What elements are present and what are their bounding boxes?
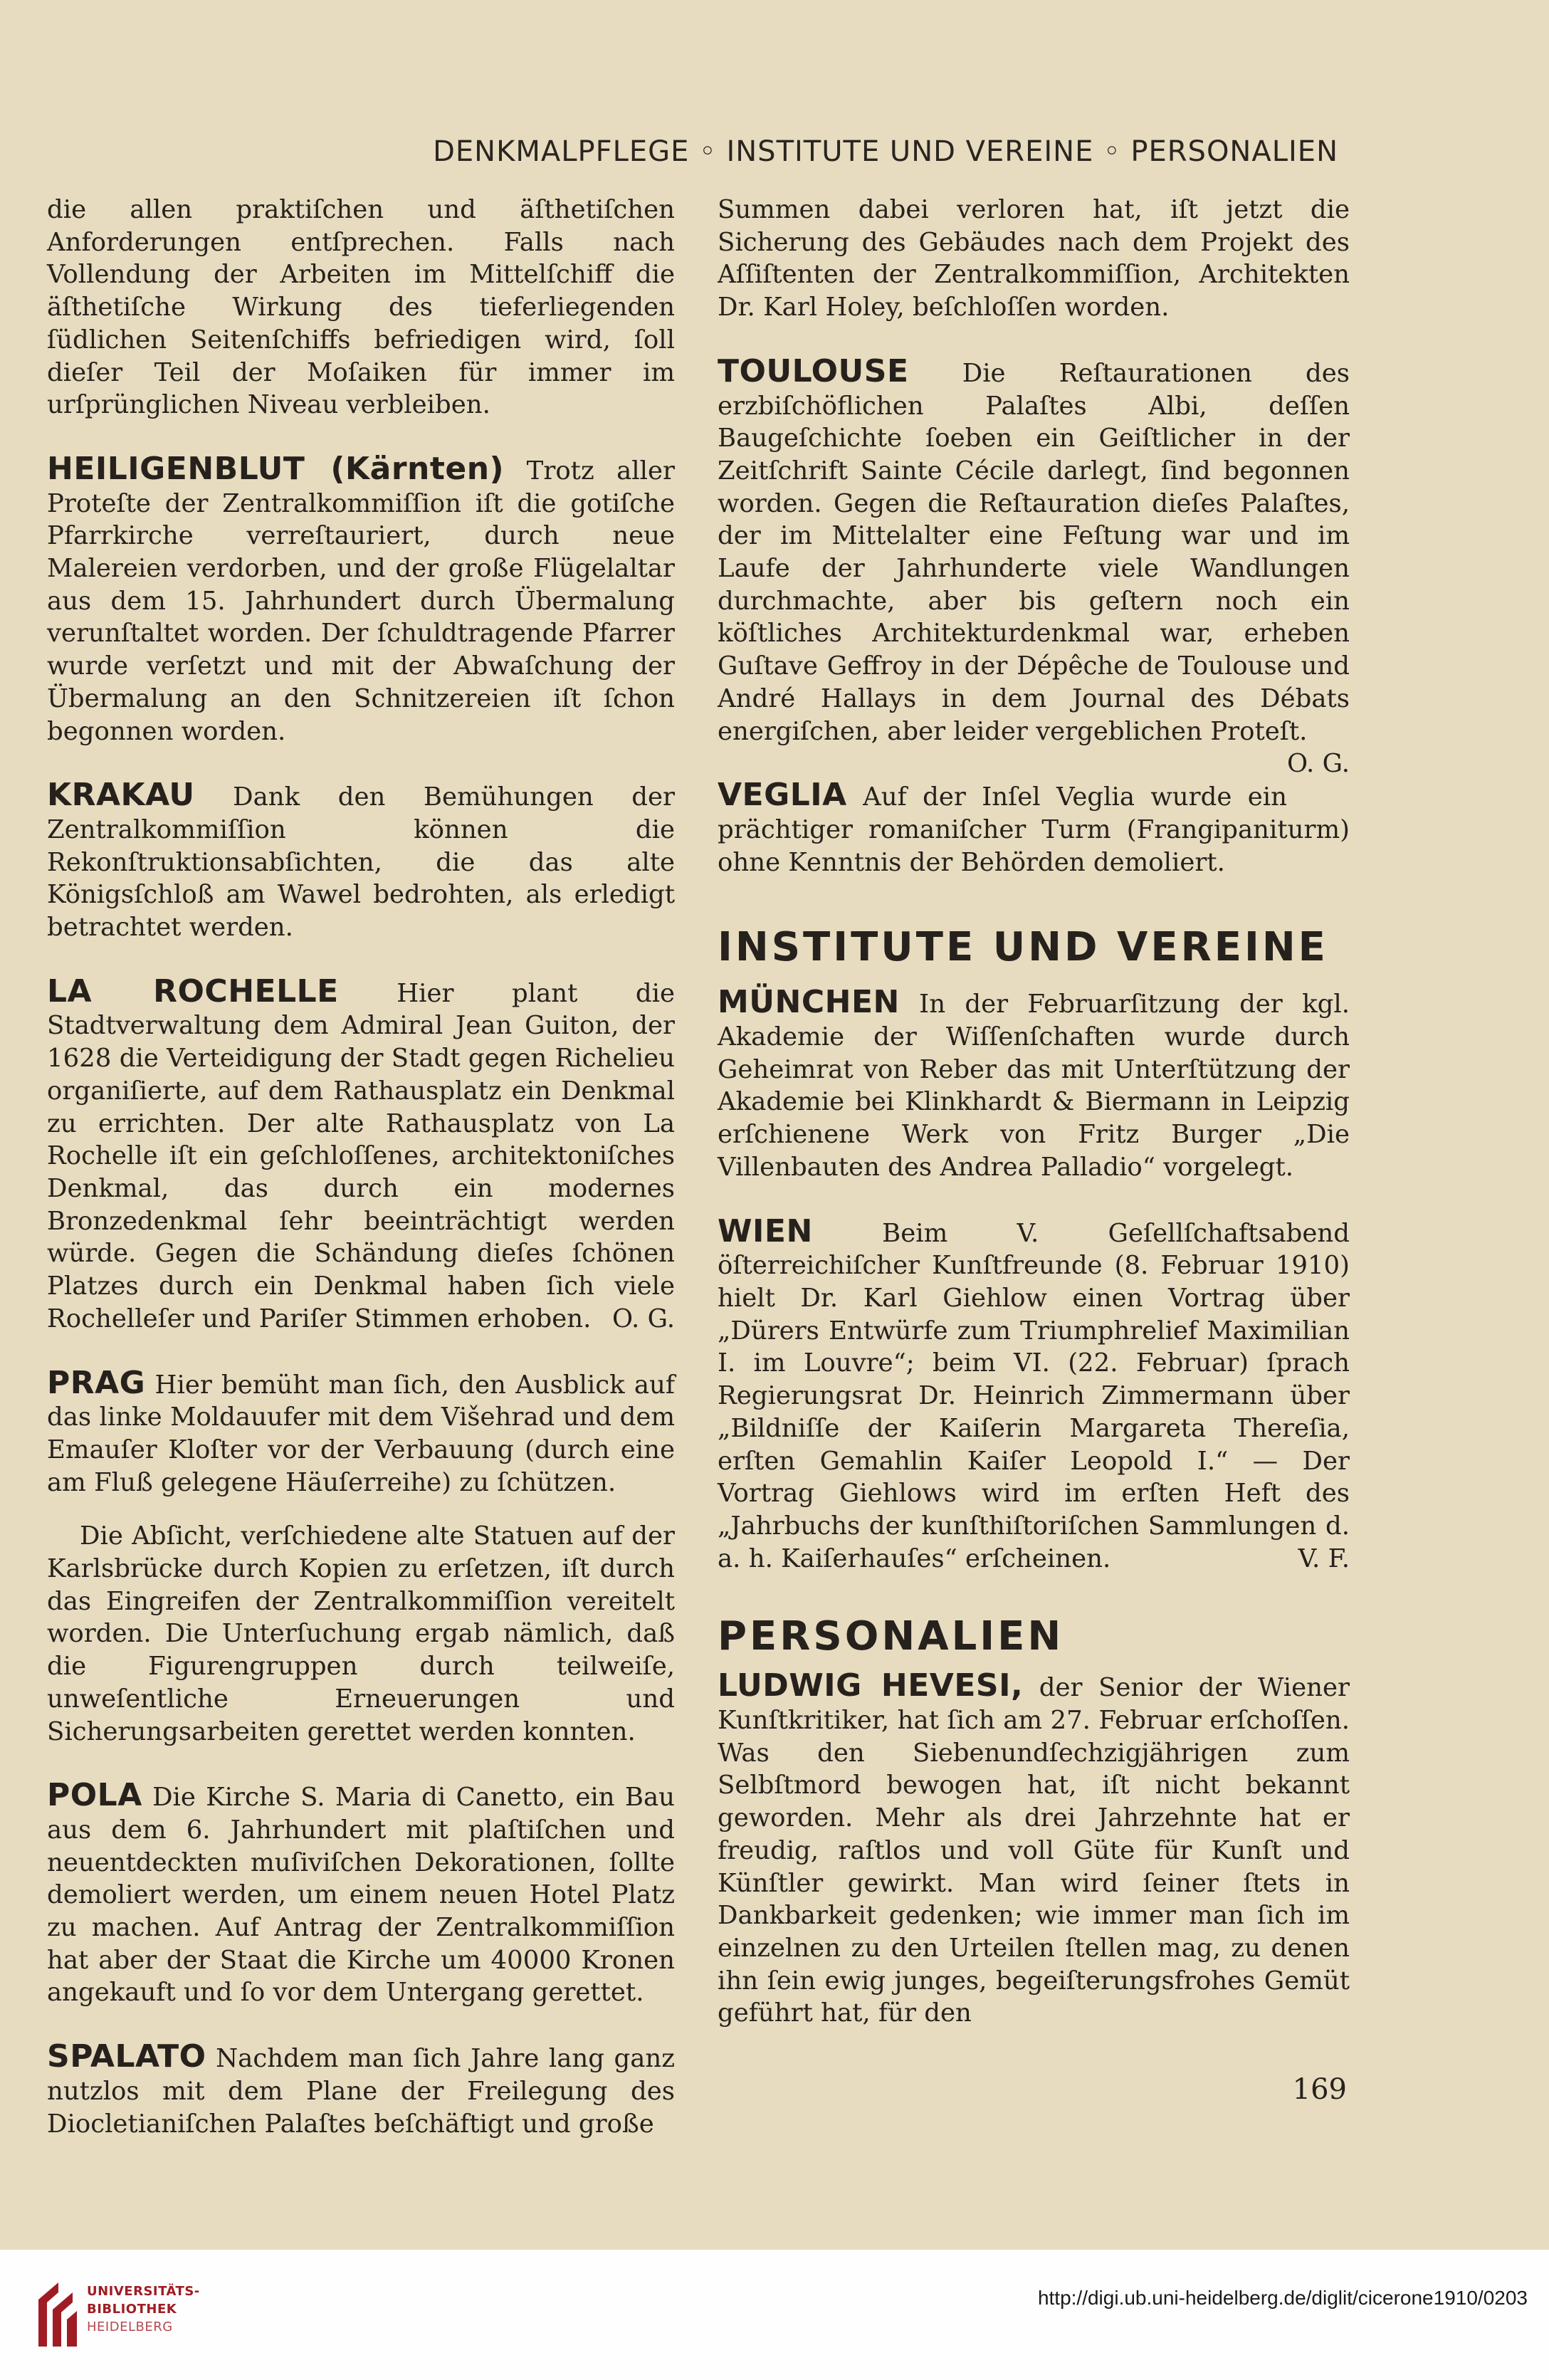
entry-keyword: KRAKAU — [47, 777, 195, 814]
entry-text: Nachdem man ſich Jahre lang ganz nutzlos mit dem Plane der Freilegung des Diocletianiſchen Palaſtes beſchäftigt und große — [47, 2044, 675, 2139]
section-title-institute: INSTITUTE UND VEREINE — [718, 924, 1328, 971]
entry-pola — [47, 1779, 675, 2009]
entry-text: Dank den Bemühungen der Zentralkommiſſion können die Rekonſtruktionsabſichten, die das alte Königsſchloß am Wawel bedrohten, als erledigt betrachtet werden. — [47, 782, 675, 943]
entry-hevesi — [718, 1669, 1350, 2030]
entry-wien — [718, 1212, 1350, 1576]
page-number: 169 — [1292, 2073, 1347, 2106]
entry-keyword: WIEN — [718, 1212, 813, 1249]
library-name-line: HEIDELBERG — [87, 2319, 173, 2334]
entry-spalato — [47, 2040, 675, 2140]
right-column — [718, 194, 1350, 2030]
paragraph-prag-2: Die Abſicht, verſchiedene alte Statuen auf der Karlsbrücke durch Kopien zu erſetzen, iſt durch das Eingreifen der Zentralkommiſſion vereitelt worden. Die Unterſuchung ergab nämlich, daß die Figurengruppen durch teilweiſe, unweſentliche Erneuerungen und Sicherungsarbeiten gerettet werden konnten. — [47, 1521, 675, 1746]
running-head: DENKMALPFLEGE ◦ INSTITUTE UND VEREINE ◦ PERSONALIEN — [433, 135, 1338, 168]
entry-keyword: MÜNCHEN — [718, 984, 900, 1021]
library-name-line: BIBLIOTHEK — [87, 2302, 177, 2317]
entry-text: Die Kirche S. Maria di Canetto, ein Bau aus dem 6. Jahrhundert mit plaſtiſchen und neuentdeckten muſiviſchen Dekorationen, ſollte demoliert werden, um einem neuen Hotel Platz zu machen. Auf Antrag der Zentralkommiſſion hat aber der Staat die Kirche um 40000 Kronen angekauft und ſo vor dem Untergang gerettet. — [47, 1783, 675, 2008]
entry-keyword: VEGLIA — [718, 777, 847, 814]
entry-prag — [47, 1364, 675, 1499]
entry-keyword: SPALATO — [47, 2038, 206, 2075]
footer-bar — [0, 2250, 1549, 2380]
entry-text: Beim V. Geſellſchaftsabend öſterreichiſcher Kunſtfreunde (8. Februar 1910) hielt Dr. Karl Giehlow einen Vortrag über „Dürers Entwürfe zum Triumphrelief Maximilian I. im Louvre“; beim VI. (22. Februar) ſprach Regierungsrat Dr. Heinrich Zimmermann über „Bildniſſe der Kaiſerin Margareta Thereſia, erſten Gemahlin Kaiſer Leopold I.“ — Der Vortrag Giehlows wird im erſten Heft des „Jahrbuchs der kunſthiſtoriſchen Sammlungen d. a. h. Kaiſerhauſes“ erſcheinen. — [718, 1218, 1350, 1573]
signature: O. G. — [612, 1304, 675, 1333]
entry-keyword: LUDWIG HEVESI, — [718, 1667, 1024, 1704]
paragraph-intro-left: die allen praktiſchen und äſthetiſchen Anforderungen entſprechen. Falls nach Vollendung der Arbeiten im Mittelſchiff die äſthetiſche Wirkung des tieferliegenden ſüdlichen Seitenſchiffs befriedigen wird, ſoll dieſer Teil der Moſaiken für immer im urſprünglichen Niveau verbleiben. — [47, 195, 675, 420]
left-column — [47, 194, 675, 2140]
library-name-line: UNIVERSITÄTS- — [87, 2284, 200, 2299]
source-url-link[interactable]: http://digi.ub.uni-heidelberg.de/diglit/cicerone1910/0203 — [1037, 2287, 1528, 2309]
entry-toulouse — [718, 352, 1350, 779]
entry-text: Hier bemüht man ſich, den Ausblick auf das linke Moldauufer mit dem Višehrad und dem Emauſer Kloſter vor der Verbauung (durch eine am Fluß gelegene Häuſerreihe) zu ſchützen. — [47, 1370, 675, 1497]
entry-text: der Senior der Wiener Kunſtkritiker, hat ſich am 27. Februar erſchoſſen. Was den Siebenundſechzigjährigen zum Selbſtmord bewogen hat, iſt nicht bekannt geworden. Mehr als drei Jahrzehnte hat er freudig, raſtlos und voll Güte für Kunſt und Künſtler gewirkt. Man wird ſeiner ſtets in Dankbarkeit gedenken; wie immer man ſich im einzelnen zu den Urteilen ſtellen mag, zu denen ihn ſein ewig junges, begeiſterungsfrohes Gemüt geführt hat, für den — [718, 1673, 1350, 2028]
entry-text: Auf der Inſel Veglia wurde ein prächtiger romaniſcher Turm (Frangipaniturm) ohne Kenntnis der Behörden demoliert. — [718, 782, 1350, 877]
library-logo-icon — [33, 2278, 81, 2352]
signature: O. G. — [1287, 749, 1350, 779]
section-title-personalien: PERSONALIEN — [718, 1613, 1064, 1660]
signature: V. F. — [1298, 1543, 1350, 1573]
entry-muenchen — [718, 986, 1350, 1183]
entry-keyword: TOULOUSE — [718, 352, 909, 389]
entry-text: Die Reſtaurationen des erzbiſchöflichen Palaſtes Albi, deſſen Baugeſchichte ſoeben ein Geiſtlicher in der Zeitſchrift Sainte Cécile darlegt, ſind begonnen worden. Gegen die Reſtauration dieſes Palaſtes, der im Mittelalter eine Feſtung war und im Laufe der Jahrhunderte viele Wandlungen durchmachte, aber bis geſtern noch ein köſtliches Architekturdenkmal war, erheben Guſtave Geffroy in der Dépêche de Toulouse und André Hallays in dem Journal des Débats energiſchen, aber leider vergeblichen Proteſt. — [718, 358, 1350, 746]
entry-veglia — [718, 779, 1350, 879]
entry-keyword: PRAG — [47, 1364, 146, 1401]
entry-text: Hier plant die Stadtverwaltung dem Admiral Jean Guiton, der 1628 die Verteidigung der Stadt gegen Richelieu organiſierte, auf dem Rathausplatz ein Denkmal zu errichten. Der alte Rathausplatz von La Rochelle iſt ein geſchloſſenes, architektoniſches Denkmal, das durch ein modernes Bronzedenkmal ſehr beeinträchtigt werden würde. Gegen die Schändung dieſes ſchönen Platzes durch ein Denkmal haben ſich viele Rochelleſer und Pariſer Stimmen erhoben. — [47, 978, 675, 1333]
entry-text: In der Februarſitzung der kgl. Akademie der Wiſſenſchaften wurde durch Geheimrat von Reber das mit Unterſtützung der Akademie bei Klinkhardt & Biermann in Leipzig erſchienene Werk von Fritz Burger „Die Villenbauten des Andrea Palladio“ vorgelegt. — [718, 990, 1350, 1182]
entry-la-rochelle — [47, 975, 675, 1336]
entry-keyword: POLA — [47, 1777, 142, 1814]
entry-heiligenblut — [47, 450, 675, 748]
entry-keyword: LA ROCHELLE — [47, 973, 339, 1010]
library-name — [87, 2282, 200, 2336]
paragraph-intro-right: Summen dabei verloren hat, iſt jetzt die Sicherung des Gebäudes nach dem Projekt des Aſſiſtenten der Zentralkommiſſion, Architekten Dr. Karl Holey, beſchloſſen worden. — [718, 195, 1350, 323]
entry-keyword: HEILIGENBLUT (Kärnten) — [47, 450, 505, 487]
entry-text: Trotz aller Proteſte der Zentralkommiſſion iſt die gotiſche Pfarrkirche verreſtauriert, durch neue Malereien verdorben, und der große Flügelaltar aus dem 15. Jahrhundert durch Übermalung verunſtaltet worden. Der ſchuldtragende Pfarrer wurde verſetzt und mit der Abwaſchung der Übermalung an den Schnitzereien iſt ſchon begonnen worden. — [47, 456, 675, 746]
entry-krakau — [47, 779, 675, 944]
